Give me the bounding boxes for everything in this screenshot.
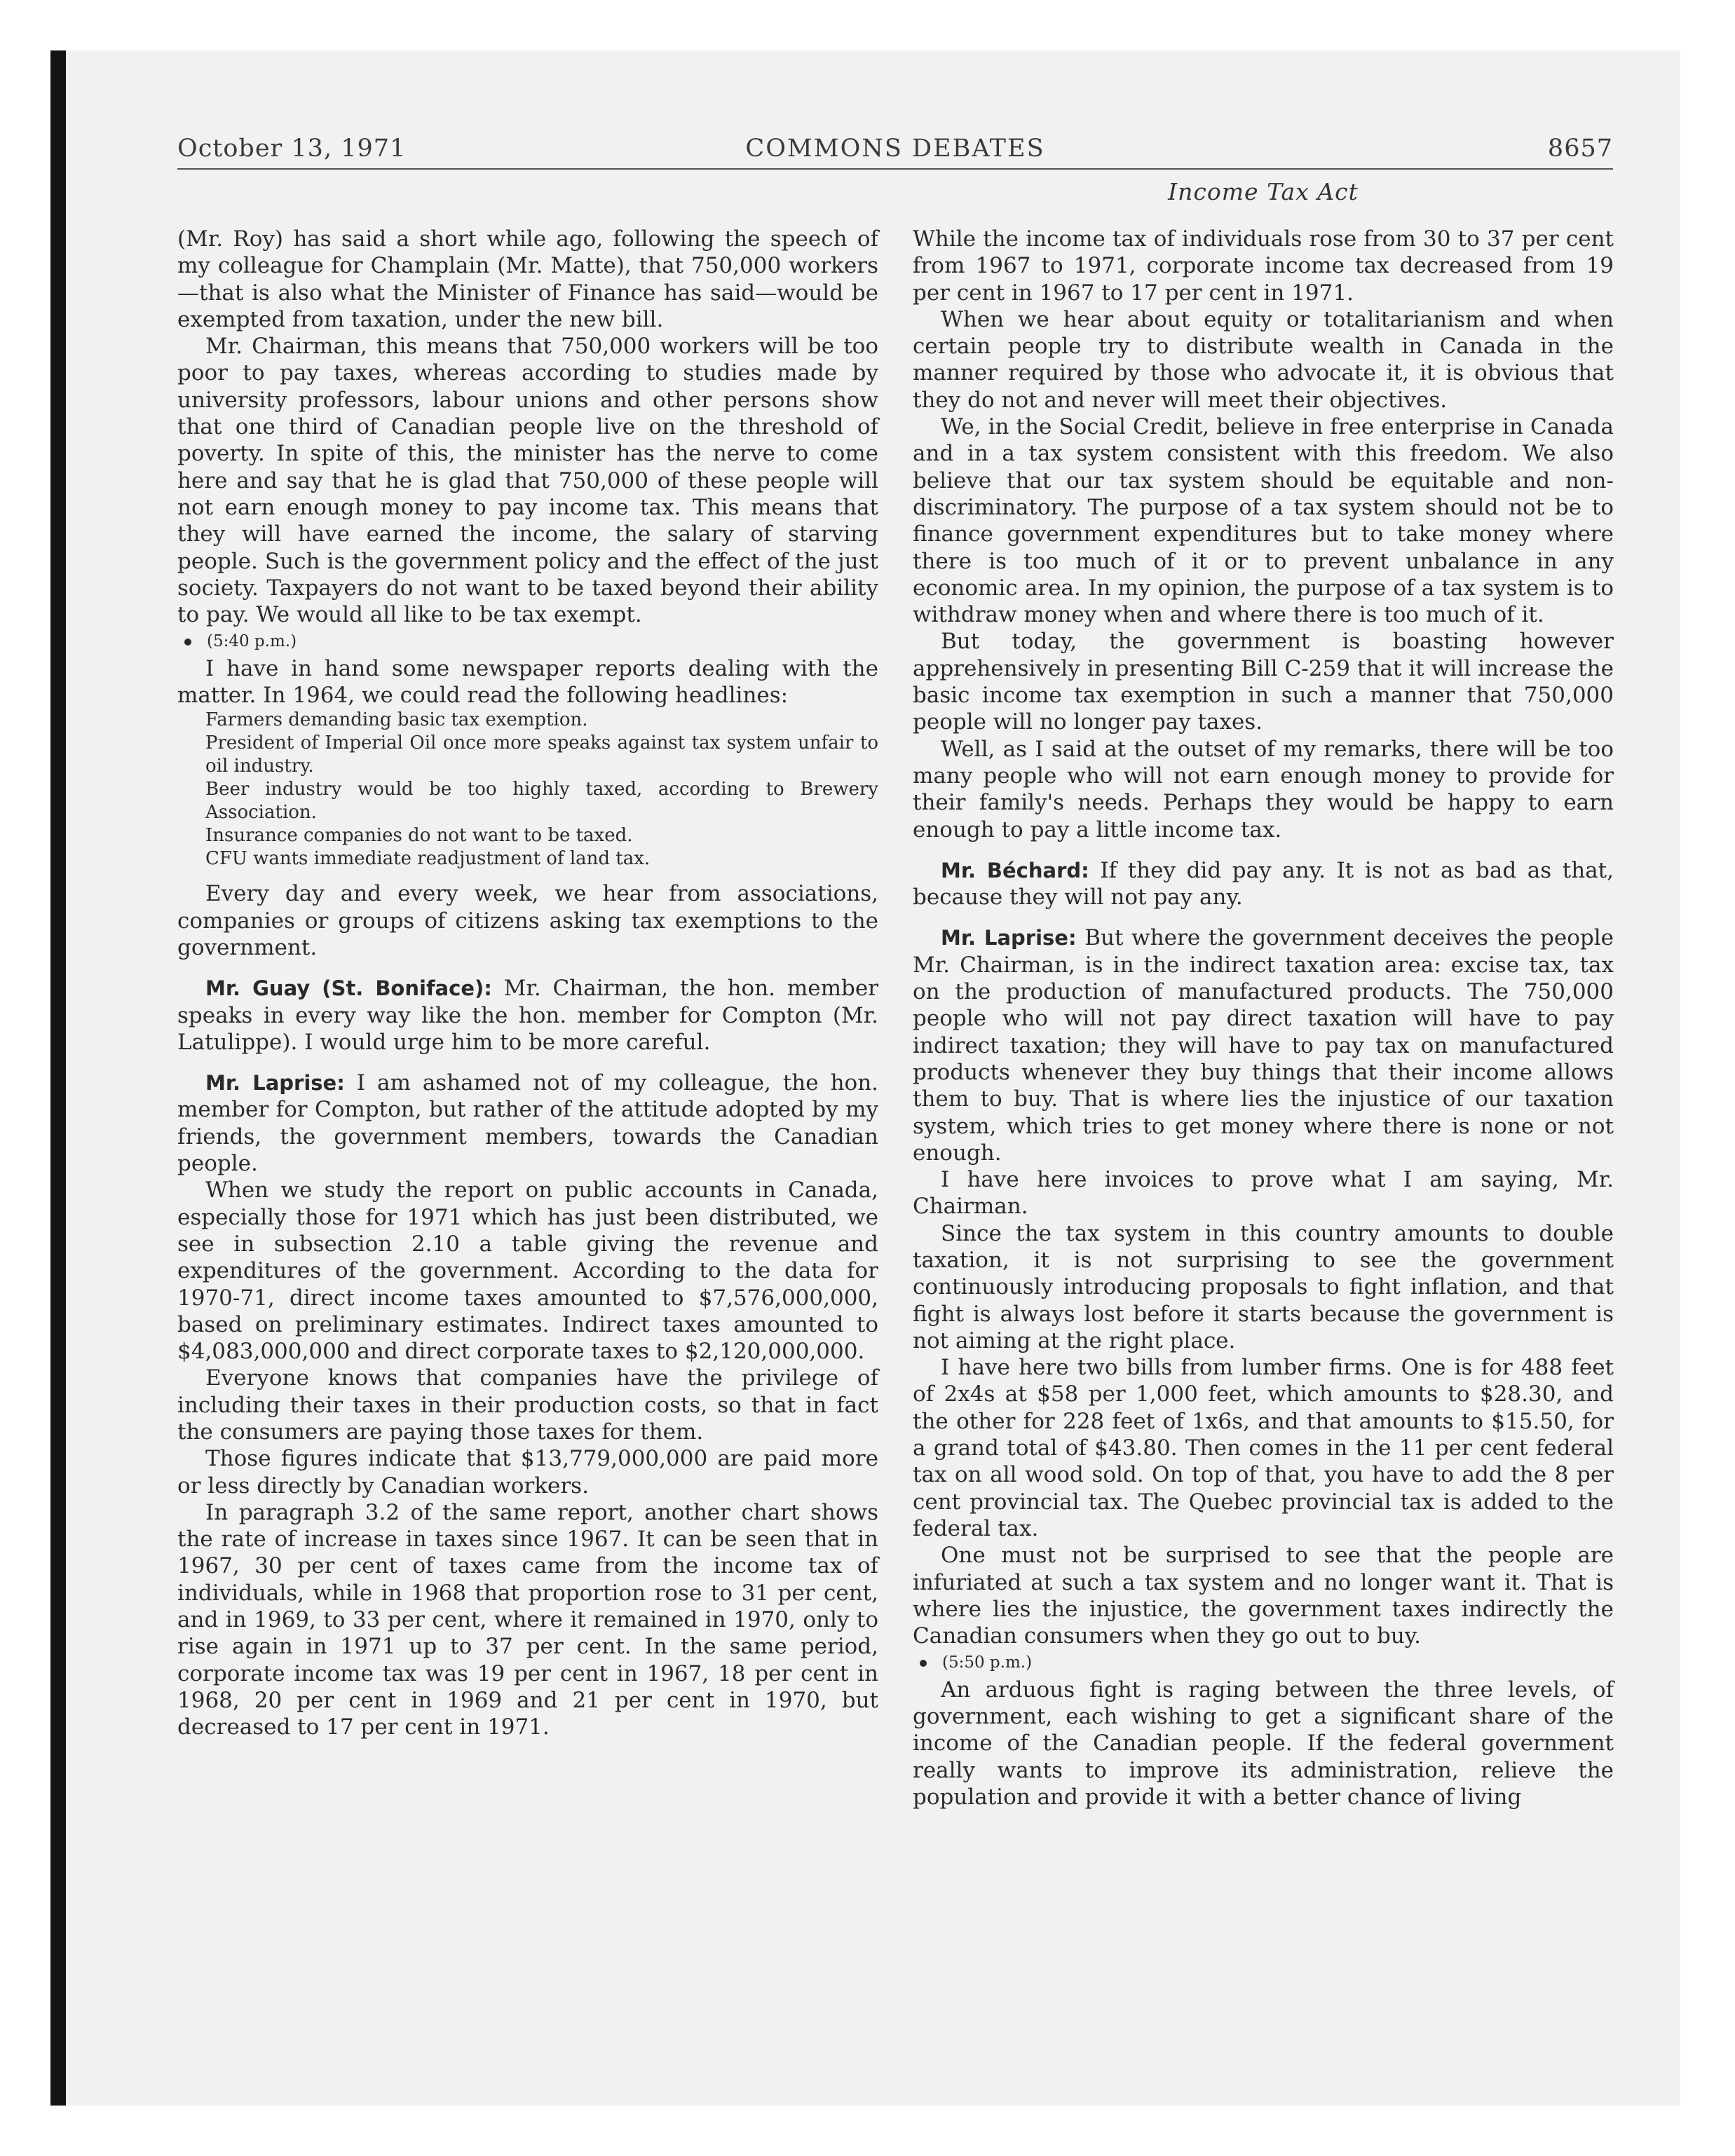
header-publication: COMMONS DEBATES — [745, 135, 1045, 163]
left-column — [177, 226, 878, 1741]
headline-item: Farmers demanding basic tax exemption. — [205, 709, 588, 731]
running-head: Income Tax Act — [1168, 178, 1359, 205]
speech-paragraph — [913, 857, 1614, 911]
time-stamp — [177, 628, 878, 655]
speaker-name: Mr. Laprise: — [205, 1071, 345, 1096]
paragraph: Since the tax system in this country amounts to double taxation, it is not surprising to see the government continuously introducing proposals to fight inflation, and that fight is always lost before it starts because the government is not aiming at the right place. — [913, 1220, 1614, 1353]
speech-paragraph — [913, 925, 1614, 1166]
headline-item: Beer industry would be too highly taxed, according to Brewery Association. — [205, 779, 878, 824]
header-date: October 13, 1971 — [177, 135, 407, 163]
paragraph: Every day and every week, we hear from associations, companies or groups of citizens asking tax exemptions to the government. — [177, 881, 878, 960]
paragraph: One must not be surprised to see that the people are infuriated at such a tax system and no longer want it. That is where lies the injustice, the government taxes indirectly the Canadian consumers when they go out to buy. — [913, 1543, 1614, 1649]
time-stamp-text: (5:40 p.m.) — [207, 632, 297, 651]
paragraph: I have here invoices to prove what I am saying, Mr. Chairman. — [913, 1167, 1614, 1220]
speaker-name: Mr. Béchard: — [941, 858, 1089, 882]
header-page-number: 8657 — [1547, 135, 1613, 163]
paragraph: Well, as I said at the outset of my remarks, there will be too many people who will not earn enough money to provide for their family's needs. Perhaps they would be happy to earn enough to pay a little income tax. — [913, 736, 1614, 842]
time-stamp — [913, 1649, 1614, 1676]
page-header — [177, 135, 1613, 170]
speech-text: I am ashamed not of my colleague, the hon. member for Compton, but rather of the attitude adopted by my friends, the government members, towards the Canadian people. — [177, 1070, 879, 1177]
right-column — [913, 226, 1614, 1810]
paragraph: Those figures indicate that $13,779,000,000 are paid more or less directly by Canadian workers. — [177, 1446, 878, 1499]
paragraph: An arduous fight is raging between the three levels, of government, each wishing to get a significant share of the income of the Canadian people. If the federal government really wants to improve its administration, relieve the population and provide it with a better chance of living — [913, 1677, 1614, 1810]
paragraph: While the income tax of individuals rose from 30 to 37 per cent from 1967 to 1971, corporate income tax decreased from 19 per cent in 1967 to 17 per cent in 1971. — [913, 226, 1614, 306]
headline-item: President of Imperial Oil once more speaks against tax system unfair to oil industry. — [205, 732, 878, 777]
paragraph: But today, the government is boasting however apprehensively in presenting Bill C-259 that it will increase the basic income tax exemption in such a manner that 750,000 people will no longer pay taxes. — [913, 629, 1614, 735]
bullet-icon — [920, 1660, 927, 1667]
speaker-name: Mr. Guay (St. Boniface): — [205, 976, 492, 1001]
time-stamp-text: (5:50 p.m.) — [942, 1653, 1033, 1672]
paragraph: When we hear about equity or totalitarianism and when certain people try to distribute wealth in Canada in the manner required by those who advocate it, it is obvious that they do not and never will meet their objectives. — [913, 306, 1614, 413]
speech-paragraph — [177, 975, 878, 1056]
paragraph: We, in the Social Credit, believe in free enterprise in Canada and in a tax system consistent with this freedom. We also believe that our tax system should be equitable and non-discriminatory. The purpose of a tax system should not be to finance government expenditures but to take money where there is too much of it or to prevent unbalance in any economic area. In my opinion, the purpose of a tax system is to withdraw money when and where there is too much of it. — [913, 414, 1614, 628]
headline-item: Insurance companies do not want to be taxed. — [205, 825, 633, 847]
speech-text: If they did pay any. It is not as bad as that, because they will not pay any. — [913, 857, 1614, 910]
headline-item: CFU wants immediate readjustment of land tax. — [205, 848, 651, 870]
header-rule — [177, 168, 1613, 170]
speech-paragraph — [177, 1070, 878, 1177]
paragraph: (Mr. Roy) has said a short while ago, following the speech of my colleague for Champlain (Mr. Matte), that 750,000 workers—that is also what the Minister of Finance has said—would be exempted from taxation, under the new bill. — [177, 226, 878, 332]
paragraph: Mr. Chairman, this means that 750,000 workers will be too poor to pay taxes, whereas according to studies made by university professors, labour unions and other persons show that one third of Canadian people live on the threshold of poverty. In spite of this, the minister has the nerve to come here and say that he is glad that 750,000 of these people will not earn enough money to pay income tax. This means that they will have earned the income, the salary of starving people. Such is the government policy and the effect of the just society. Taxpayers do not want to be taxed beyond their ability to pay. We would all like to be tax exempt. — [177, 334, 878, 628]
binding-edge — [50, 50, 66, 2106]
paragraph: I have here two bills from lumber firms. One is for 488 feet of 2x4s at $58 per 1,000 feet, which amounts to $28.30, and the other for 228 feet of 1x6s, and that amounts to $15.50, for a grand total of $43.80. Then comes in the 11 per cent federal tax on all wood sold. On top of that, you have to add the 8 per cent provincial tax. The Quebec provincial tax is added to the federal tax. — [913, 1355, 1614, 1541]
paragraph: Everyone knows that companies have the privilege of including their taxes in their production costs, so that in fact the consumers are paying those taxes for them. — [177, 1365, 878, 1445]
speech-text: But where the government deceives the people Mr. Chairman, is in the indirect taxation area: excise tax, tax on the production of manufactured products. The 750,000 people who will not pay direct taxation will have to pay indirect taxation; they will have to pay tax on manufactured products whenever they buy things that their income allows them to buy. That is where lies the injustice of our taxation system, which tries to get money where there is none or not enough. — [913, 925, 1614, 1166]
paragraph: In paragraph 3.2 of the same report, another chart shows the rate of increase in taxes since 1967. It can be seen that in 1967, 30 per cent of taxes came from the income tax of individuals, while in 1968 that proportion rose to 31 per cent, and in 1969, to 33 per cent, where it remained in 1970, only to rise again in 1971 up to 37 per cent. In the same period, corporate income tax was 19 per cent in 1967, 18 per cent in 1968, 20 per cent in 1969 and 21 per cent in 1970, but decreased to 17 per cent in 1971. — [177, 1499, 878, 1740]
bullet-icon — [184, 639, 191, 646]
speaker-name: Mr. Laprise: — [941, 926, 1077, 950]
speech-text: Mr. Chairman, the hon. member speaks in every way like the hon. member for Compton (Mr. Latulippe). I would urge him to be more careful. — [177, 976, 879, 1055]
paragraph: I have in hand some newspaper reports dealing with the matter. In 1964, we could read the following headlines: — [177, 655, 878, 709]
paragraph: When we study the report on public accounts in Canada, especially those for 1971 which has just been distributed, we see in subsection 2.10 a table giving the revenue and expenditures of the government. According to the data for 1970-71, direct income taxes amounted to $7,576,000,000, based on preliminary estimates. Indirect taxes amounted to $4,083,000,000 and direct corporate taxes to $2,120,000,000. — [177, 1178, 878, 1365]
